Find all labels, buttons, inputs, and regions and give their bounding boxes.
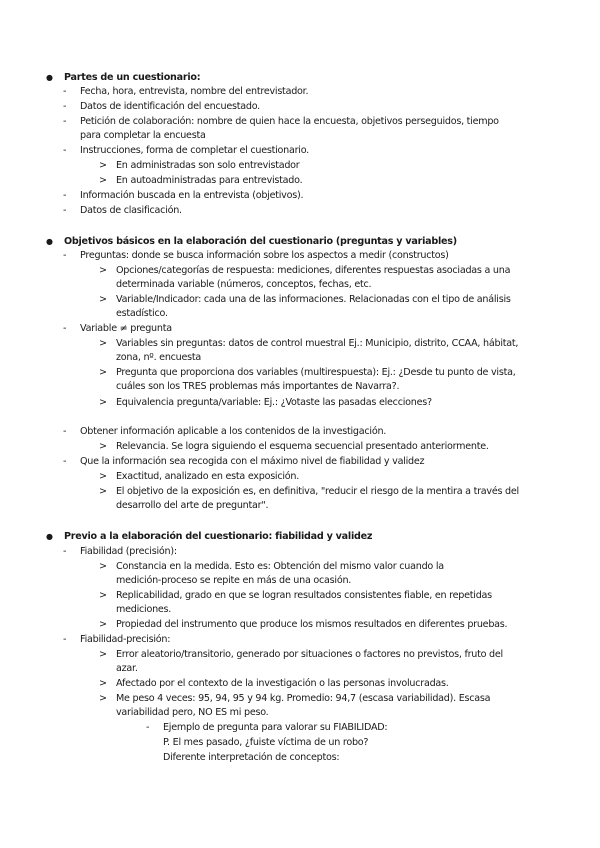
arrow-icon: > bbox=[99, 338, 108, 349]
arrow-icon: > bbox=[99, 619, 108, 630]
list-item: Información buscada en la entrevista (objetivos). bbox=[80, 190, 304, 201]
sub-list-item-continuation: zona, nº. encuesta bbox=[116, 352, 202, 363]
sub-list-item-continuation: medición-proceso se repite en más de una ocasión. bbox=[116, 575, 352, 586]
sub-list-item: En autoadministradas para entrevistado. bbox=[116, 175, 303, 186]
list-item: Fiabilidad (precisión): bbox=[80, 546, 177, 557]
sub-list-item-continuation: determinada variable (números, conceptos, fechas, etc. bbox=[116, 279, 372, 290]
dash-marker: - bbox=[63, 250, 67, 261]
sub-list-item: Me peso 4 veces: 95, 94, 95 y 94 kg. Promedio: 94,7 (escasa variabilidad). Escasa bbox=[116, 693, 491, 704]
sub-list-item: Pregunta que proporciona dos variables (multirespuesta): Ej.: ¿Desde tu punto de vista, bbox=[116, 367, 516, 378]
list-item: Que la información sea recogida con el máximo nivel de fiabilidad y validez bbox=[80, 456, 425, 467]
arrow-icon: > bbox=[99, 294, 108, 305]
sub-list-item: Relevancia. Se logra siguiendo el esquema secuencial presentado anteriormente. bbox=[116, 441, 489, 452]
dash-marker: - bbox=[63, 145, 67, 156]
dash-marker: - bbox=[63, 323, 67, 334]
sub-list-item: Equivalencia pregunta/variable: Ej.: ¿Votaste las pasadas elecciones? bbox=[116, 397, 432, 408]
sub-list-item: Variable/Indicador: cada una de las informaciones. Relacionadas con el tipo de análisis bbox=[116, 294, 511, 305]
arrow-icon: > bbox=[99, 693, 108, 704]
sub-list-item-continuation: desarrollo del arte de preguntar". bbox=[116, 500, 269, 511]
nested-list-item-line: P. El mes pasado, ¿fuiste víctima de un robo? bbox=[163, 737, 369, 748]
arrow-icon: > bbox=[99, 397, 108, 408]
list-item: Fiabilidad-precisión: bbox=[80, 634, 171, 645]
dash-marker: - bbox=[63, 116, 67, 127]
arrow-icon: > bbox=[99, 561, 108, 572]
arrow-icon: > bbox=[99, 590, 108, 601]
sub-list-item: Replicabilidad, grado en que se logran resultados consistentes fiable, en repetidas bbox=[116, 590, 492, 601]
dash-marker: - bbox=[63, 190, 67, 201]
sub-list-item: Exactitud, analizado en esta exposición. bbox=[116, 471, 300, 482]
sub-list-item-continuation: azar. bbox=[116, 663, 138, 674]
arrow-icon: > bbox=[99, 441, 108, 452]
arrow-icon: > bbox=[99, 265, 108, 276]
list-item: Petición de colaboración: nombre de quien hace la encuesta, objetivos perseguidos, tiempo bbox=[80, 116, 499, 127]
arrow-icon: > bbox=[99, 160, 108, 171]
arrow-icon: > bbox=[99, 471, 108, 482]
dash-marker: - bbox=[63, 634, 67, 645]
sub-list-item: El objetivo de la exposición es, en definitiva, "reducir el riesgo de la mentira a través del bbox=[116, 486, 519, 497]
sub-list-item: Propiedad del instrumento que produce los mismos resultados en diferentes pruebas. bbox=[116, 619, 508, 630]
bullet-icon: ● bbox=[46, 73, 53, 82]
sub-list-item-continuation: mediciones. bbox=[116, 604, 172, 615]
arrow-icon: > bbox=[99, 486, 108, 497]
bullet-icon: ● bbox=[46, 237, 53, 246]
list-item: Variable ≠ pregunta bbox=[80, 323, 172, 334]
list-item: Datos de identificación del encuestado. bbox=[80, 101, 260, 112]
section-title: Objetivos básicos en la elaboración del cuestionario (preguntas y variables) bbox=[64, 236, 457, 247]
dash-marker: - bbox=[63, 86, 67, 97]
dash-marker: - bbox=[63, 101, 67, 112]
section-title: Previo a la elaboración del cuestionario: fiabilidad y validez bbox=[64, 531, 373, 542]
dash-marker: - bbox=[63, 426, 67, 437]
sub-list-item: Afectado por el contexto de la investigación o las personas involucradas. bbox=[116, 678, 449, 689]
arrow-icon: > bbox=[99, 678, 108, 689]
list-item: Fecha, hora, entrevista, nombre del entrevistador. bbox=[80, 86, 309, 97]
sub-list-item: En administradas son solo entrevistador bbox=[116, 160, 300, 171]
arrow-icon: > bbox=[99, 649, 108, 660]
dash-marker: - bbox=[63, 205, 67, 216]
sub-list-item: Opciones/categorías de respuesta: mediciones, diferentes respuestas asociadas a una bbox=[116, 265, 511, 276]
list-item-continuation: para completar la encuesta bbox=[80, 130, 206, 141]
list-item: Datos de clasificación. bbox=[80, 205, 182, 216]
sub-list-item-continuation: variabilidad pero, NO ES mi peso. bbox=[116, 707, 269, 718]
sub-list-item-continuation: cuáles son los TRES problemas más importantes de Navarra?. bbox=[116, 381, 400, 392]
list-item: Obtener información aplicable a los contenidos de la investigación. bbox=[80, 426, 387, 437]
sub-list-item: Constancia en la medida. Esto es: Obtención del mismo valor cuando la bbox=[116, 561, 444, 572]
sub-list-item-continuation: estadístico. bbox=[116, 308, 168, 319]
dash-marker: - bbox=[63, 456, 67, 467]
list-item: Instrucciones, forma de completar el cuestionario. bbox=[80, 145, 309, 156]
dash-marker: - bbox=[146, 722, 150, 733]
arrow-icon: > bbox=[99, 175, 108, 186]
arrow-icon: > bbox=[99, 367, 108, 378]
bullet-icon: ● bbox=[46, 532, 53, 541]
nested-list-item: Ejemplo de pregunta para valorar su FIABILIDAD: bbox=[163, 722, 388, 733]
nested-list-item-line: Diferente interpretación de conceptos: bbox=[163, 752, 340, 763]
list-item: Preguntas: donde se busca información sobre los aspectos a medir (constructos) bbox=[80, 250, 449, 261]
dash-marker: - bbox=[63, 546, 67, 557]
sub-list-item: Error aleatorio/transitorio, generado por situaciones o factores no previstos, fruto del bbox=[116, 649, 503, 660]
sub-list-item: Variables sin preguntas: datos de control muestral Ej.: Municipio, distrito, CCAA, hábitat, bbox=[116, 338, 519, 349]
section-title: Partes de un cuestionario: bbox=[64, 72, 201, 83]
